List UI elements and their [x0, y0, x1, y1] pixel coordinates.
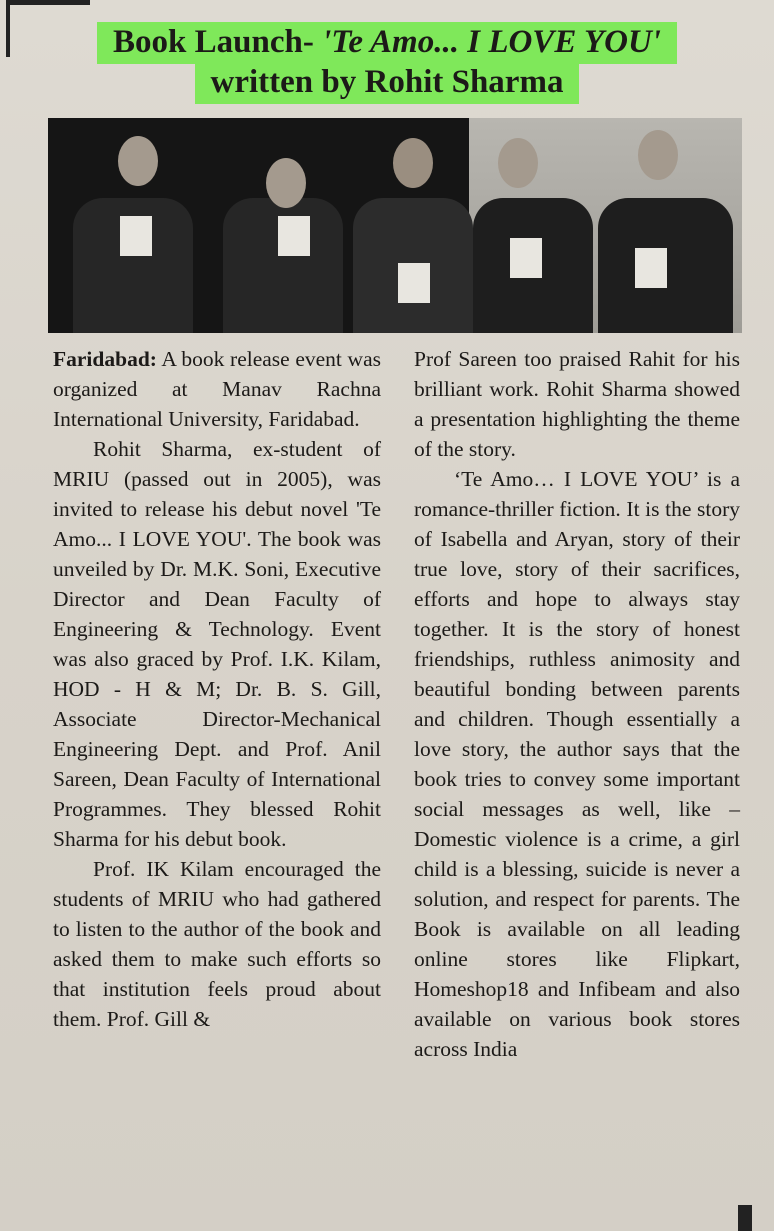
article-column-right	[414, 344, 740, 1064]
headline-byline: written by Rohit Sharma	[195, 62, 580, 104]
event-photo	[48, 118, 742, 333]
paragraph-text: A book release event was organized at Manav Rachna International University, Faridabad.	[53, 347, 381, 431]
headline-line-1	[0, 22, 774, 62]
person-head	[393, 138, 433, 188]
person-head	[118, 136, 158, 186]
headline-line-2	[0, 62, 774, 102]
person-1	[68, 118, 198, 333]
article-paragraph: Rohit Sharma, ex-student of MRIU (passed out in 2005), was invited to release his debut novel 'Te Amo... I LOVE YOU'. The book was unveiled by Dr. M.K. Soni, Executive Director and Dean Faculty of Engineering & Technology. Event was also graced by Prof. I.K. Kilam, HOD - H & M; Dr. B. S. Gill, Associate Director-Mechanical Engineering Dept. and Prof. Anil Sareen, Dean Faculty of International Programmes. They blessed Rohit Sharma for his debut book.	[53, 437, 381, 851]
person-3	[348, 118, 478, 333]
article-paragraph: Prof. IK Kilam encouraged the students of MRIU who had gathered to listen to the author of the book and asked them to make such efforts so that institution feels proud about them. Prof. Gill &	[53, 857, 381, 1031]
person-head	[638, 130, 678, 180]
article-paragraph	[53, 344, 381, 434]
person-head	[498, 138, 538, 188]
article-paragraph: ‘Te Amo… I LOVE YOU’ is a romance-thriller fiction. It is the story of Isabella and Aryan, story of their true love, story of their sacrifices, efforts and hope to always stay together. It is the story of honest friendships, ruthless animosity and beautiful bonding between parents and children. Though essentially a love story, the author says that the book tries to convey some important social messages as well, like – Domestic violence is a crime, a girl child is a blessing, suicide is never a solution, and respect for parents. The Book is available on all leading online stores like Flipkart, Homeshop18 and Infibeam and also available on various book stores across India	[414, 467, 740, 1061]
headline-book-title: 'Te Amo... I LOVE YOU'	[322, 24, 661, 60]
headline-prefix: Book Launch-	[113, 24, 323, 60]
book-copy	[120, 216, 152, 256]
person-5	[593, 118, 738, 333]
book-copy	[635, 248, 667, 288]
person-2	[218, 118, 348, 333]
book-copy	[398, 263, 430, 303]
person-4	[468, 118, 598, 333]
book-copy	[278, 216, 310, 256]
headline-highlight-1	[97, 22, 677, 64]
headline	[0, 22, 774, 102]
article-paragraph: Prof Sareen too praised Rahit for his brilliant work. Rohit Sharma showed a presentation highlighting the theme of the story.	[414, 347, 740, 461]
article-column-left	[53, 344, 381, 1034]
corner-mark	[738, 1205, 752, 1231]
book-copy	[510, 238, 542, 278]
dateline: Faridabad:	[53, 347, 157, 371]
person-head	[266, 158, 306, 208]
